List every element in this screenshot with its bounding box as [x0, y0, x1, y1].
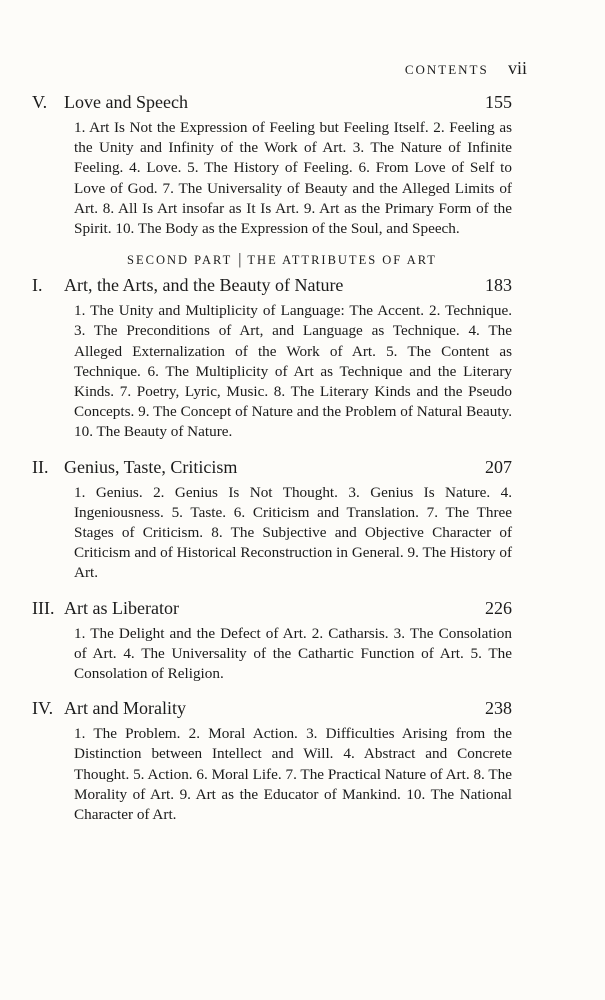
chapter-entry [32, 273, 512, 442]
chapter-number: III. [32, 597, 55, 618]
part-title: THE ATTRIBUTES OF ART [247, 253, 437, 268]
chapter-page-number: 183 [485, 275, 512, 296]
running-head-label: CONTENTS [404, 62, 489, 77]
chapter-number: V. [32, 92, 48, 112]
part-heading [52, 251, 512, 269]
chapter-entry [32, 455, 512, 584]
chapter-sections: 1. Genius. 2. Genius Is Not Thought. 3. Genius Is Nature. 4. Ingeniousness. 5. Taste. 6. Criticism and Translation. 7. The Three Stages of Criticism. 8. The Subjective and Objective Character of Criticism and of Historical Reconstruction in General. 9. The History of Art. [74, 483, 512, 582]
chapter-sections: 1. The Problem. 2. Moral Action. 3. Difficulties Arising from the Distinction between Intellect and Will. 4. Abstract and Concrete Thought. 5. Action. 6. Moral Life. 7. The Practical Nature of Art. 8. The Morality of Art. 9. Art as the Educator of Mankind. 10. The National Character of Art. [74, 725, 512, 824]
chapter-heading [32, 455, 512, 479]
chapter-page-number: 207 [485, 456, 512, 477]
chapter-page-number: 155 [485, 92, 512, 112]
chapter-title: Art as Liberator [64, 597, 179, 618]
chapter-number: I. [32, 275, 43, 296]
chapter-sections: 1. The Unity and Multiplicity of Language: The Accent. 2. Technique. 3. The Preconditions of Art, and Language as Technique. 4. The Alleged Externalization of the Work of Art. 5. The Content as Technique. 6. The Multiplicity of Art as Technique and the Literary Kinds. 7. Poetry, Lyric, Music. 8. The Literary Kinds and the Pseudo Concepts. 9. The Concept of Nature and the Problem of Natural Beauty. 10. The Beauty of Nature. [74, 302, 512, 441]
chapter-page-number: 226 [485, 597, 512, 618]
chapter-entry [32, 696, 512, 825]
chapter-page-number: 238 [485, 698, 512, 719]
part-label: SECOND PART [127, 253, 233, 268]
chapter-entry [32, 90, 512, 239]
part-separator: | [238, 251, 242, 269]
chapter-title: Genius, Taste, Criticism [64, 456, 238, 477]
chapter-title: Love and Speech [64, 92, 188, 112]
chapter-number: II. [32, 456, 49, 477]
running-head-page-number: vii [507, 58, 527, 78]
chapter-entry [32, 596, 512, 685]
running-head [405, 58, 527, 79]
chapter-number: IV. [32, 698, 54, 719]
chapter-heading [32, 273, 512, 297]
chapter-sections: 1. Art Is Not the Expression of Feeling but Feeling Itself. 2. Feeling as the Unity and Infinity of the Work of Art. 3. The Nature of Infinite Feeling. 4. Love. 5. The History of Feeling. 6. From Love of Self to Love of God. 7. The Universality of Beauty and the Alleged Limits of Art. 8. All Is Art insofar as It Is Art. 9. Art as the Primary Form of the Spirit. 10. The Body as the Expression of the Soul, and Speech. [74, 119, 512, 238]
contents-list [32, 90, 512, 837]
chapter-sections: 1. The Delight and the Defect of Art. 2. Catharsis. 3. The Consolation of Art. 4. The Universality of the Cathartic Function of Art. 5. The Consolation of Religion. [74, 624, 512, 683]
chapter-heading [32, 596, 512, 620]
chapter-heading [32, 696, 512, 720]
chapter-title: Art, the Arts, and the Beauty of Nature [64, 275, 344, 296]
chapter-title: Art and Morality [64, 698, 186, 719]
chapter-heading [32, 90, 512, 114]
